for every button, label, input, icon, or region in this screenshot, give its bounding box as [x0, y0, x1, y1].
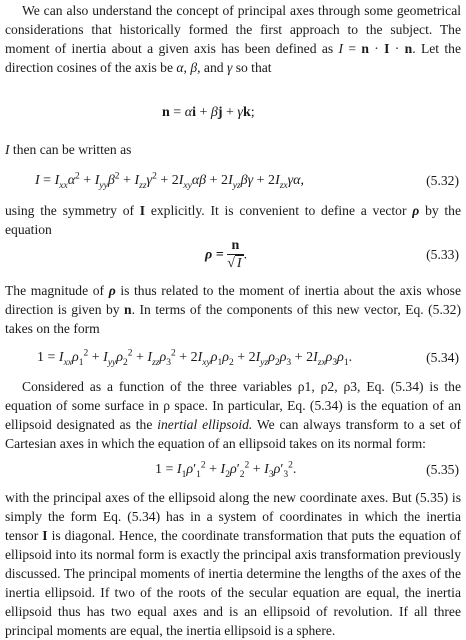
- equation-number-5-32: (5.32): [426, 173, 459, 188]
- paragraph-define-rho: using the symmetry of I explicitly. It is convenient to define a vector ρ by the equation: [5, 203, 462, 237]
- paragraph-principal-moments: with the principal axes of the ellipsoid along the new coordinate axes. But (5.35) is simply the form Eq. (5.34) has in a system of coordinates in which the inertia tensor I is diagonal. Hence, the coordinate transformation that puts the equation of ellipsoid into its normal form is exactly the principal axis transformation previously discussed. The principal moments of inertia determine the lengths of the axes of the inertia ellipsoid. If two of the roots of the secular equation are equal, the inertia ellipsoid thus has two equal axes and is an ellipsoid of revolution. If all three principal moments are equal, the inertia ellipsoid is a sphere.: [5, 490, 461, 638]
- fraction-n-over-sqrt-i: $\frac{n}{√ I}$: [227, 238, 242, 271]
- term-inertial-ellipsoid: inertial ellipsoid.: [157, 417, 253, 432]
- paragraph-principal-axes-intro: We can also understand the concept of principal axes through some geometrical considerations that historically formed the first approach to the subject. The moment of inertia about a given axis has been defined as I = n · I · n. Let the direction cosines of the axis be α, β, and γ so that: [5, 3, 461, 75]
- equation-number-5-33: (5.33): [426, 247, 459, 262]
- equation-direction-vector: n = αi + βj + γk;: [162, 105, 255, 120]
- paragraph-magnitude-rho: The magnitude of ρ is thus related to the moment of inertia about the axis whose direction is given by n. In terms of the components of this new vector, Eq. (5.32) takes on the form: [5, 283, 462, 336]
- equation-5-35: $1 = I_1\rho'_1^2 + I_2\rho'_2^2 + I_3\rho'_3^2$. (5.35): [155, 460, 459, 480]
- equation-5-34: $1 = I_{xx}\rho_1^2 + I_{yy}\rho_2^2 + I_{zz}\rho_3^2 + 2I_{xy}\rho_1\rho_2 + 2I_{yz}\rho_2\rho_3 + 2I_{zx}\rho_3\rho_1$. (5.34): [37, 348, 459, 368]
- equation-number-5-35: (5.35): [426, 462, 459, 477]
- paragraph-written-as: I then can be written as: [5, 142, 132, 157]
- equation-5-33: ρ = $\frac{n}{√ I}$ . (5.33): [205, 238, 459, 271]
- equation-number-5-34: (5.34): [426, 350, 459, 365]
- page: [5, 0, 462, 638]
- equation-5-32: $I = I_{xx}\alpha^2 + I_{yy}\beta^2 + I_{zz}\gamma^2 + 2I_{xy}\alpha\beta + 2I_{yz}\beta\gamma + 2I_{zx}\gamma\alpha$, (5.32): [35, 171, 459, 191]
- paragraph-inertial-ellipsoid: Considered as a function of the three variables ρ1, ρ2, ρ3, Eq. (5.34) is the equation of some surface in ρ space. In particular, Eq. (5.34) is the equation of an ellipsoid designated as the inertial ellipsoid. We can always transform to a set of Cartesian axes in which the equation of an ellipsoid takes on its normal form:: [5, 379, 461, 451]
